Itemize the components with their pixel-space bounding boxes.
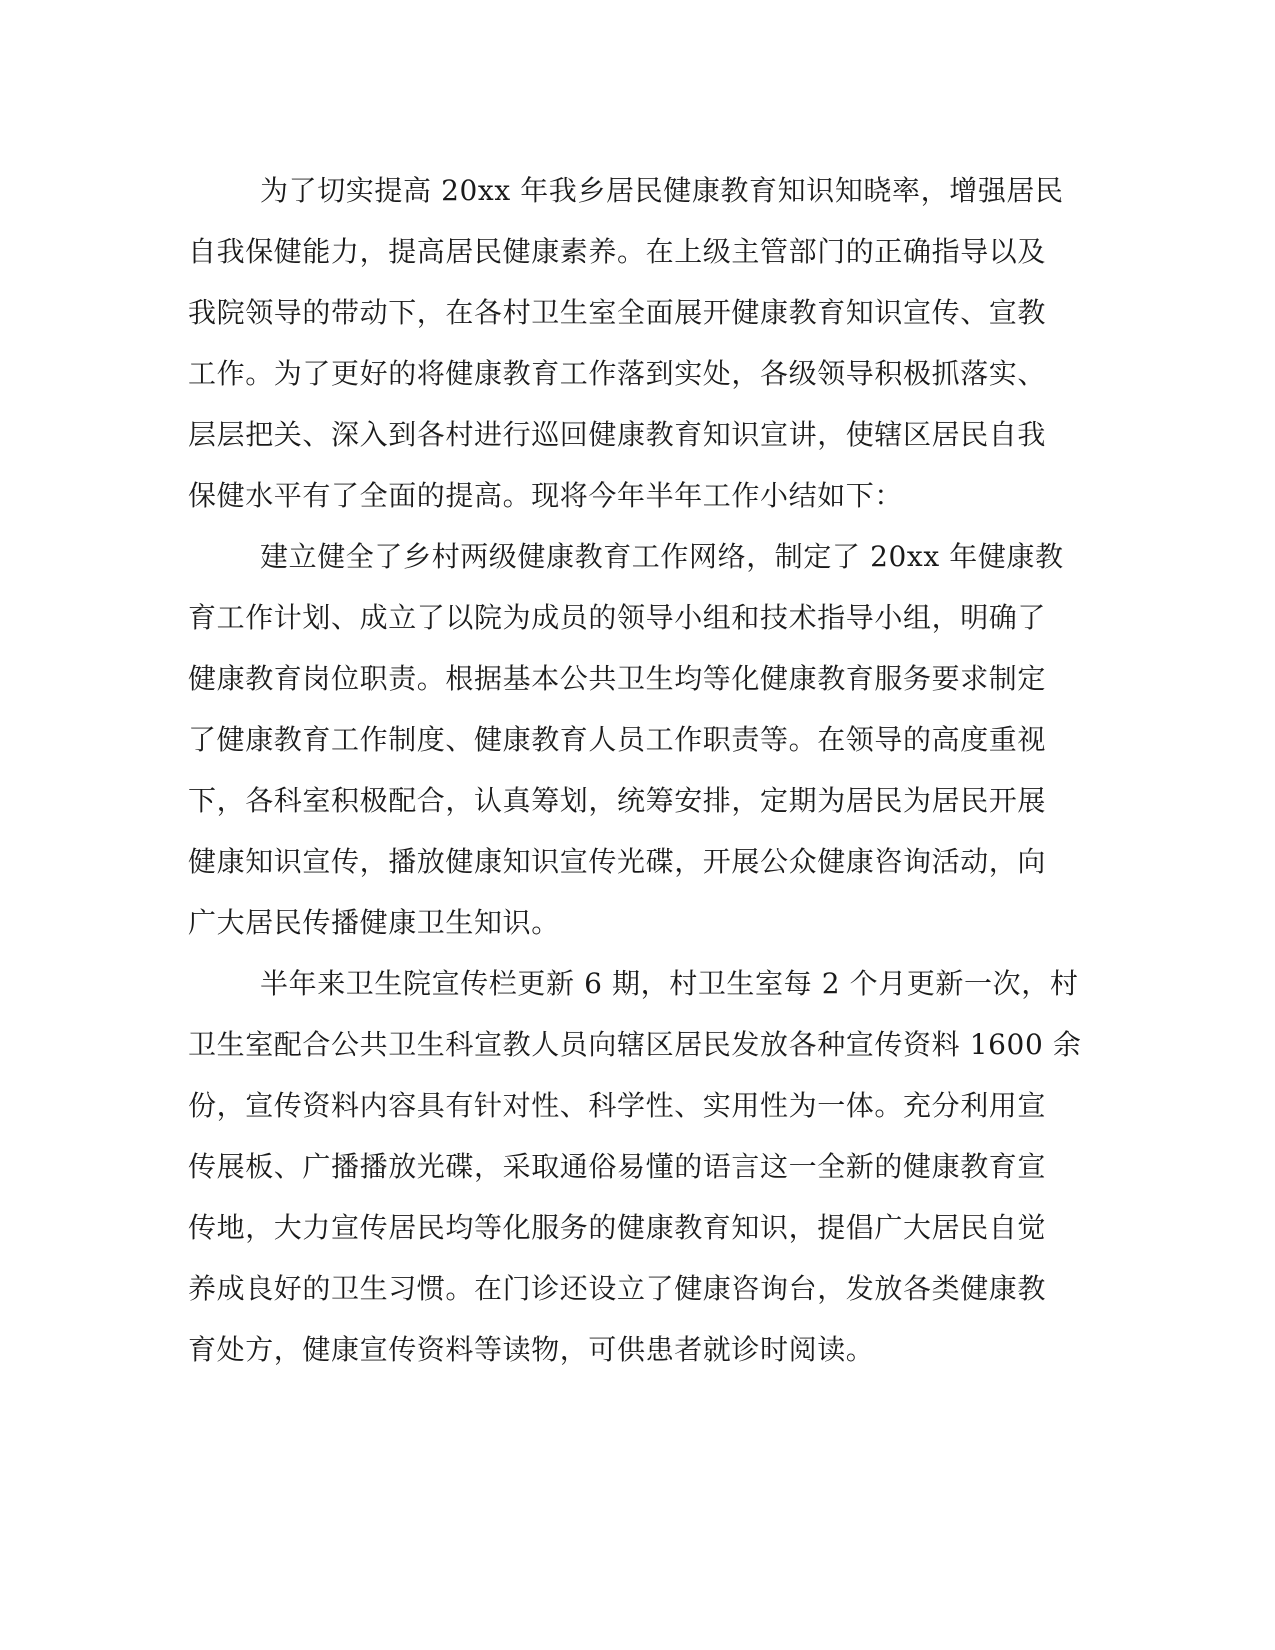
paragraph-2-line-6: 健康知识宣传，播放健康知识宣传光碟，开展公众健康咨询活动，向 — [188, 845, 1047, 878]
paragraph-3-line-1: 半年来卫生院宣传栏更新 6 期，村卫生室每 2 个月更新一次，村 — [260, 967, 1079, 1000]
paragraph-3-line-5: 传地，大力宣传居民均等化服务的健康教育知识，提倡广大居民自觉 — [188, 1211, 1047, 1244]
paragraph-1-line-2: 自我保健能力，提高居民健康素养。在上级主管部门的正确指导以及 — [188, 235, 1047, 268]
document-body — [188, 160, 1082, 1380]
paragraph-3-line-4: 传展板、广播播放光碟，采取通俗易懂的语言这一全新的健康教育宣 — [188, 1150, 1047, 1183]
paragraph-1-line-6: 保健水平有了全面的提高。现将今年半年工作小结如下： — [188, 479, 904, 512]
paragraph-3-line-3: 份，宣传资料内容具有针对性、科学性、实用性为一体。充分利用宣 — [188, 1089, 1047, 1122]
paragraph-3-line-6: 养成良好的卫生习惯。在门诊还设立了健康咨询台，发放各类健康教 — [188, 1272, 1047, 1305]
paragraph-2-line-3: 健康教育岗位职责。根据基本公共卫生均等化健康教育服务要求制定 — [188, 662, 1047, 695]
paragraph-2-line-4: 了健康教育工作制度、健康教育人员工作职责等。在领导的高度重视 — [188, 723, 1047, 756]
paragraph-3-line-2: 卫生室配合公共卫生科宣教人员向辖区居民发放各种宣传资料 1600 余 — [188, 1028, 1082, 1061]
paragraph-2-line-1: 建立健全了乡村两级健康教育工作网络，制定了 20xx 年健康教 — [260, 540, 1064, 573]
paragraph-1-line-5: 层层把关、深入到各村进行巡回健康教育知识宣讲，使辖区居民自我 — [188, 418, 1047, 451]
paragraph-2-line-5: 下，各科室积极配合，认真筹划，统筹安排，定期为居民为居民开展 — [188, 784, 1047, 817]
paragraph-2-line-7: 广大居民传播健康卫生知识。 — [188, 906, 560, 939]
paragraph-1-line-4: 工作。为了更好的将健康教育工作落到实处，各级领导积极抓落实、 — [188, 357, 1047, 390]
paragraph-2-line-2: 育工作计划、成立了以院为成员的领导小组和技术指导小组，明确了 — [188, 601, 1047, 634]
paragraph-1-line-3: 我院领导的带动下，在各村卫生室全面展开健康教育知识宣传、宣教 — [188, 296, 1047, 329]
paragraph-1-line-1: 为了切实提高 20xx 年我乡居民健康教育知识知晓率，增强居民 — [260, 174, 1064, 207]
paragraph-3-line-7: 育处方，健康宣传资料等读物，可供患者就诊时阅读。 — [188, 1333, 875, 1366]
